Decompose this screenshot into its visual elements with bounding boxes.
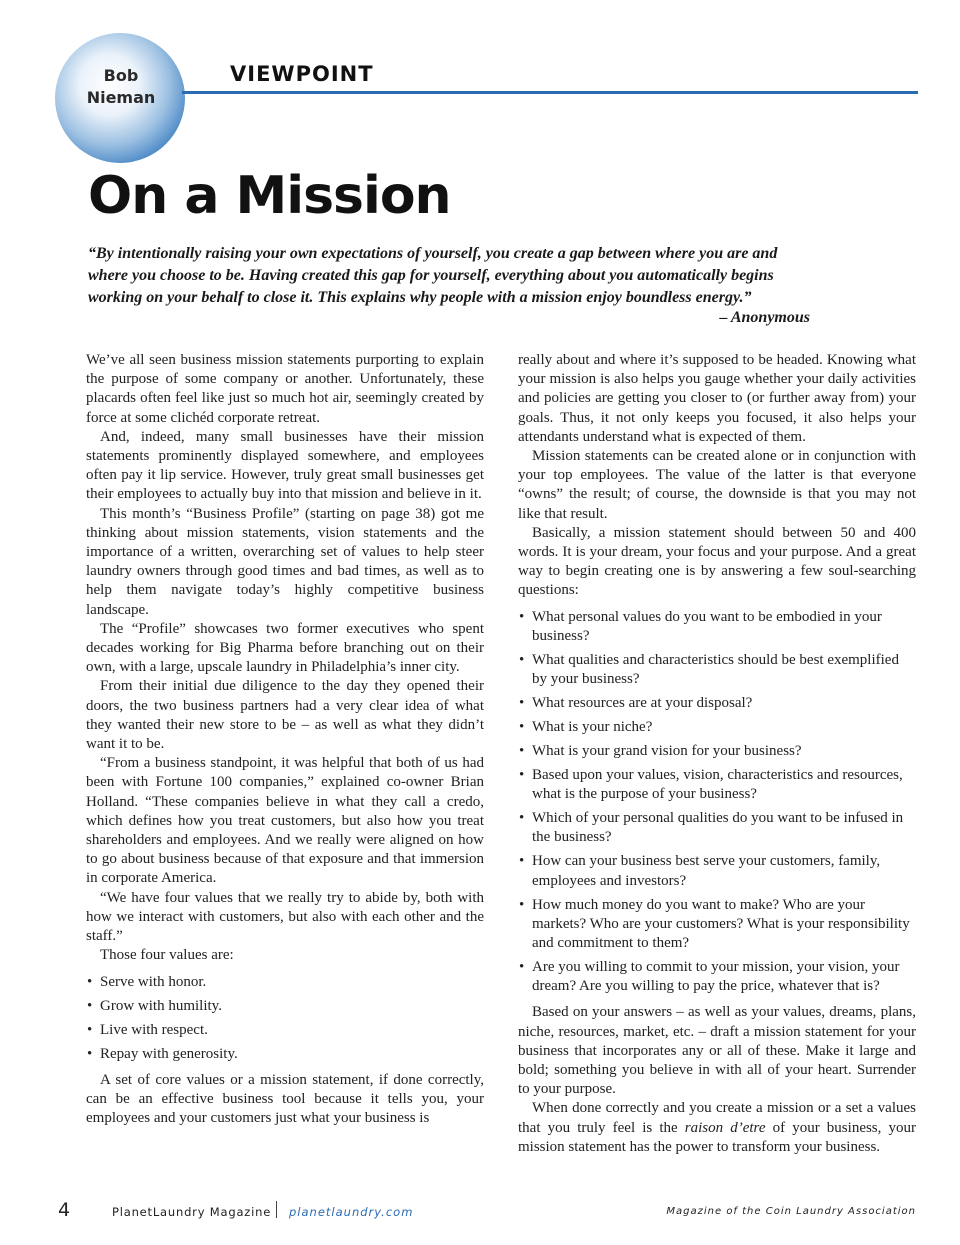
header-rule	[182, 91, 918, 94]
paragraph: A set of core values or a mission statement, if done correctly, can be an effective business tool because it tells you, your employees and your customers just what your business is	[86, 1071, 484, 1127]
article-column-left	[86, 351, 484, 1128]
text-span: When done correctly and you create a mission or a set a values that you truly feel is the	[518, 1100, 916, 1136]
list-item: • Which of your personal qualities do you want to be infused in the business?	[518, 809, 916, 847]
list-item: • Based upon your values, vision, characteristics and resources, what is the purpose of your business?	[518, 766, 916, 804]
quote-attribution: – Anonymous	[719, 309, 810, 326]
list-item: • Grow with humility.	[86, 997, 484, 1016]
paragraph: And, indeed, many small businesses have their mission statements prominently displayed somewhere, and employees often pay it lip service. However, truly great small businesses get their employees to actually buy into that mission and believe in it.	[86, 428, 484, 503]
magazine-name: PlanetLaundry Magazine	[112, 1205, 272, 1219]
list-item: • What personal values do you want to be embodied in your business?	[518, 608, 916, 646]
questions-list	[518, 608, 916, 997]
author-first-name: Bob	[103, 66, 139, 85]
list-item: • Repay with generosity.	[86, 1045, 484, 1064]
footer-divider	[276, 1201, 277, 1218]
paragraph: We’ve all seen business mission statements purporting to explain the purpose of some company or another. Unfortunately, these placards often feel like just so much hot air, seemingly created by force at some clichéd corporate retreat.	[86, 352, 484, 426]
paragraph: This month’s “Business Profile” (starting on page 38) got me thinking about mission statements, vision statements and the importance of a written, overarching set of values to help steer laundry owners through good times and bad times, as well as to help them navigate today’s highly competitive business landscape.	[86, 505, 484, 618]
paragraph: Mission statements can be created alone or in conjunction with your top employees. The value of the latter is that everyone “owns” the result; of course, the downside is that you may not like that result.	[518, 448, 916, 522]
list-item: • How much money do you want to make? Who are your markets? Who are your customers? What is your responsibility and commitment to them?	[518, 896, 916, 954]
list-item: • Live with respect.	[86, 1021, 484, 1040]
list-item: • Serve with honor.	[86, 973, 484, 992]
list-item: • What is your grand vision for your business?	[518, 742, 916, 761]
paragraph: really about and where it’s supposed to be headed. Knowing what your mission is also helps you gauge whether your daily activities and policies are getting you closer to (or further away from) your goals. Thus, it not only keeps you focused, it also helps your attendants understand what is expected of them.	[518, 352, 916, 445]
author-last-name: Nieman	[86, 88, 156, 107]
paragraph: “From a business standpoint, it was helpful that both of us had been with Fortune 100 companies,” explained co-owner Brian Holland. “These companies believe in what they call a credo, which defines how you treat customers, but also how you treat shareholders and employees. And we really were aligned on how to go about business because of that exposure and that immersion in corporate America.	[86, 755, 484, 887]
pull-quote: “By intentionally raising your own expectations of yourself, you create a gap between where you are and where you choose to be. Having created this gap for yourself, everything about you automatically begins working on your behalf to close it. This explains why people with a mission enjoy boundless energy.”	[88, 245, 778, 306]
paragraph: Basically, a mission statement should between 50 and 400 words. It is your dream, your focus and your purpose. And a great way to begin creating one is by answering a few soul-searching questions:	[518, 524, 916, 599]
article-title: On a Mission	[88, 166, 451, 226]
italic-phrase: raison d’etre	[684, 1119, 766, 1136]
list-item: • What is your niche?	[518, 718, 916, 737]
article-column-right	[518, 351, 916, 1157]
text-span: of your business, your mission statement has the power to transform your business.	[518, 1119, 916, 1155]
paragraph	[518, 1099, 916, 1157]
website-link[interactable]: planetlaundry.com	[289, 1205, 414, 1219]
author-name	[66, 65, 176, 109]
section-label: VIEWPOINT	[230, 62, 374, 86]
list-item: • What resources are at your disposal?	[518, 694, 916, 713]
list-item: • Are you willing to commit to your mission, your vision, your dream? Are you willing to pay the price, whatever that is?	[518, 958, 916, 996]
paragraph: Those four values are:	[100, 947, 234, 964]
page-number: 4	[58, 1199, 71, 1221]
paragraph: The “Profile” showcases two former executives who spent decades working for Big Pharma before branching out on their own, with a large, upscale laundry in Philadelphia’s inner city.	[86, 620, 484, 676]
paragraph: “We have four values that we really try to abide by, both with how we interact with customers, but also with each other and the staff.”	[86, 889, 484, 945]
list-item: • What qualities and characteristics should be best exemplified by your business?	[518, 651, 916, 689]
paragraph: Based on your answers – as well as your values, dreams, plans, niche, resources, market, etc. – draft a mission statement for your business that incorporates any or all of these. Make it large and bold; something you believe in with all of your heart. Surrender to your purpose.	[518, 1004, 916, 1098]
association-tagline: Magazine of the Coin Laundry Association	[666, 1206, 916, 1217]
list-item: • How can your business best serve your customers, family, employees and investors?	[518, 852, 916, 890]
values-list	[86, 973, 484, 1064]
paragraph: From their initial due diligence to the day they opened their doors, the two business partners had a very clear idea of what they wanted their new store to be – as well as what they didn’t want it to be.	[86, 678, 484, 753]
